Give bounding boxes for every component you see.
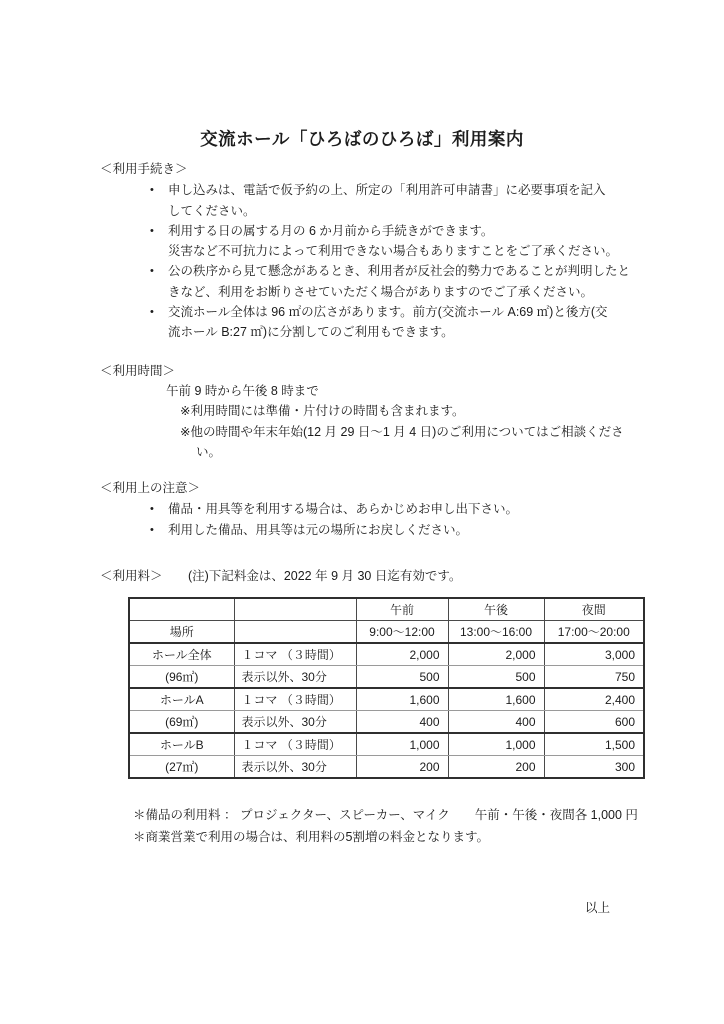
table-cell: 表示以外、30分 bbox=[234, 666, 356, 689]
table-cell: 500 bbox=[448, 666, 544, 689]
bullet-line: 災害など不可抗力によって利用できない場合もありますことをご了承ください。 bbox=[168, 244, 619, 259]
table-cell bbox=[129, 598, 234, 621]
table-cell: 1,600 bbox=[448, 688, 544, 711]
table-cell: 3,000 bbox=[544, 643, 644, 666]
document-body bbox=[0, 159, 724, 918]
table-row bbox=[129, 733, 644, 756]
section-heading-fees: ＜利用料＞ bbox=[100, 569, 163, 584]
table-cell: 1,600 bbox=[356, 688, 448, 711]
cautions-bullet-list bbox=[100, 499, 625, 540]
table-cell: 午後 bbox=[448, 598, 544, 621]
table-cell: 表示以外、30分 bbox=[234, 711, 356, 734]
bullet-icon: • bbox=[150, 523, 154, 536]
table-cell: 2,000 bbox=[448, 643, 544, 666]
section-hours bbox=[100, 361, 625, 462]
table-row bbox=[129, 643, 644, 666]
bullet-item bbox=[100, 221, 625, 262]
table-row bbox=[129, 756, 644, 779]
bullet-line: 利用する日の属する月の 6 か月前から手続きができます。 bbox=[168, 223, 494, 238]
bullet-line: してください。 bbox=[168, 203, 256, 218]
table-cell: 200 bbox=[448, 756, 544, 779]
table-cell: 600 bbox=[544, 711, 644, 734]
table-cell: 2,000 bbox=[356, 643, 448, 666]
fees-validity-note: (注)下記料金は、2022 年 9 月 30 日迄有効です。 bbox=[188, 569, 462, 584]
fees-heading-line bbox=[100, 566, 625, 586]
table-cell: (96㎡) bbox=[129, 666, 234, 689]
bullet-line: 利用した備品、用具等は元の場所にお戻しください。 bbox=[168, 522, 469, 537]
bullet-line: 公の秩序から見て懸念があるとき、利用者が反社会的勢力であることが判明したと bbox=[168, 264, 631, 279]
hours-note-continuation: い。 bbox=[196, 444, 222, 459]
hours-main-line: 午前 9 時から午後 8 時まで bbox=[166, 383, 319, 398]
table-cell: 2,400 bbox=[544, 688, 644, 711]
table-row bbox=[129, 711, 644, 734]
page-title: 交流ホール「ひろばのひろば」利用案内 bbox=[200, 129, 524, 149]
table-header-row bbox=[129, 621, 644, 644]
footnote-line: ＊商業営業で利用の場合は、利用料の5割増の料金となります。 bbox=[133, 829, 489, 844]
table-header-row bbox=[129, 598, 644, 621]
table-cell: 1,000 bbox=[448, 733, 544, 756]
bullet-line: 申し込みは、電話で仮予約の上、所定の「利用許可申請書」に必要事項を記入 bbox=[168, 183, 606, 198]
hours-note: ※他の時間や年末年始(12 月 29 日～1 月 4 日)のご利用についてはご相談くださ bbox=[180, 424, 624, 439]
bullet-icon: • bbox=[150, 265, 154, 278]
closing-mark: 以上 bbox=[584, 901, 610, 916]
table-cell: (27㎡) bbox=[165, 760, 199, 775]
bullet-item bbox=[100, 302, 625, 343]
bullet-icon: • bbox=[150, 184, 154, 197]
table-cell: 400 bbox=[356, 711, 448, 734]
table-cell: ホールB bbox=[129, 733, 234, 756]
table-cell: 1,000 bbox=[356, 733, 448, 756]
fees-footnotes bbox=[133, 805, 638, 848]
bullet-icon: • bbox=[150, 224, 154, 237]
bullet-line: 交流ホール全体は 96 ㎡の広さがあります。前方(交流ホール A:69 ㎡)と後方(交 bbox=[168, 305, 608, 320]
table-cell: 750 bbox=[544, 666, 644, 689]
fee-table bbox=[128, 597, 645, 779]
footnote-line: ＊備品の利用料 ： プロジェクター、スピーカー、マイク 午前・午後・夜間各 1,000 円 bbox=[133, 808, 638, 823]
table-cell: １コマ （３時間） bbox=[234, 643, 356, 666]
table-cell: １コマ （３時間） bbox=[234, 688, 356, 711]
table-cell: 9:00～12:00 bbox=[356, 621, 448, 644]
bullet-item bbox=[100, 499, 625, 519]
table-row bbox=[129, 666, 644, 689]
table-cell: 午前 bbox=[356, 598, 448, 621]
procedure-bullet-list bbox=[100, 180, 631, 342]
section-heading-hours: ＜利用時間＞ bbox=[100, 363, 176, 378]
bullet-item bbox=[100, 261, 631, 302]
table-cell: 夜間 bbox=[544, 598, 644, 621]
hours-note: ※利用時間には準備・片付けの時間も含まれます。 bbox=[180, 404, 465, 419]
table-cell: ホールA bbox=[129, 688, 234, 711]
bullet-line: きなど、利用をお断りさせていただく場合がありますのでご了承ください。 bbox=[168, 284, 594, 299]
table-cell: 400 bbox=[448, 711, 544, 734]
table-cell: 300 bbox=[544, 756, 644, 779]
table-cell: 17:00～20:00 bbox=[544, 621, 644, 644]
bullet-item bbox=[100, 520, 625, 540]
table-cell: ホール全体 bbox=[129, 643, 234, 666]
table-cell: (69㎡) bbox=[129, 711, 234, 734]
bullet-item bbox=[100, 180, 625, 221]
table-cell: 200 bbox=[356, 756, 448, 779]
section-heading-cautions: ＜利用上の注意＞ bbox=[100, 481, 201, 496]
table-row bbox=[129, 688, 644, 711]
table-cell: 13:00～16:00 bbox=[448, 621, 544, 644]
table-cell bbox=[234, 621, 356, 644]
bullet-line: 備品・用具等を利用する場合は、あらかじめお申し出下さい。 bbox=[168, 502, 519, 517]
table-cell: １コマ （３時間） bbox=[234, 733, 356, 756]
section-cautions bbox=[100, 478, 625, 540]
bullet-icon: • bbox=[150, 306, 154, 319]
section-fees bbox=[100, 566, 638, 848]
table-cell: 場所 bbox=[129, 621, 234, 644]
table-cell: 表示以外、30分 bbox=[234, 756, 356, 779]
section-procedure bbox=[100, 159, 631, 343]
bullet-icon: • bbox=[150, 503, 154, 516]
table-cell: 1,500 bbox=[544, 733, 644, 756]
section-heading-procedure: ＜利用手続き＞ bbox=[100, 162, 188, 176]
table-cell: 500 bbox=[356, 666, 448, 689]
table-cell bbox=[234, 598, 356, 621]
bullet-line: 流ホール B:27 ㎡)に分割してのご利用もできます。 bbox=[168, 325, 454, 340]
